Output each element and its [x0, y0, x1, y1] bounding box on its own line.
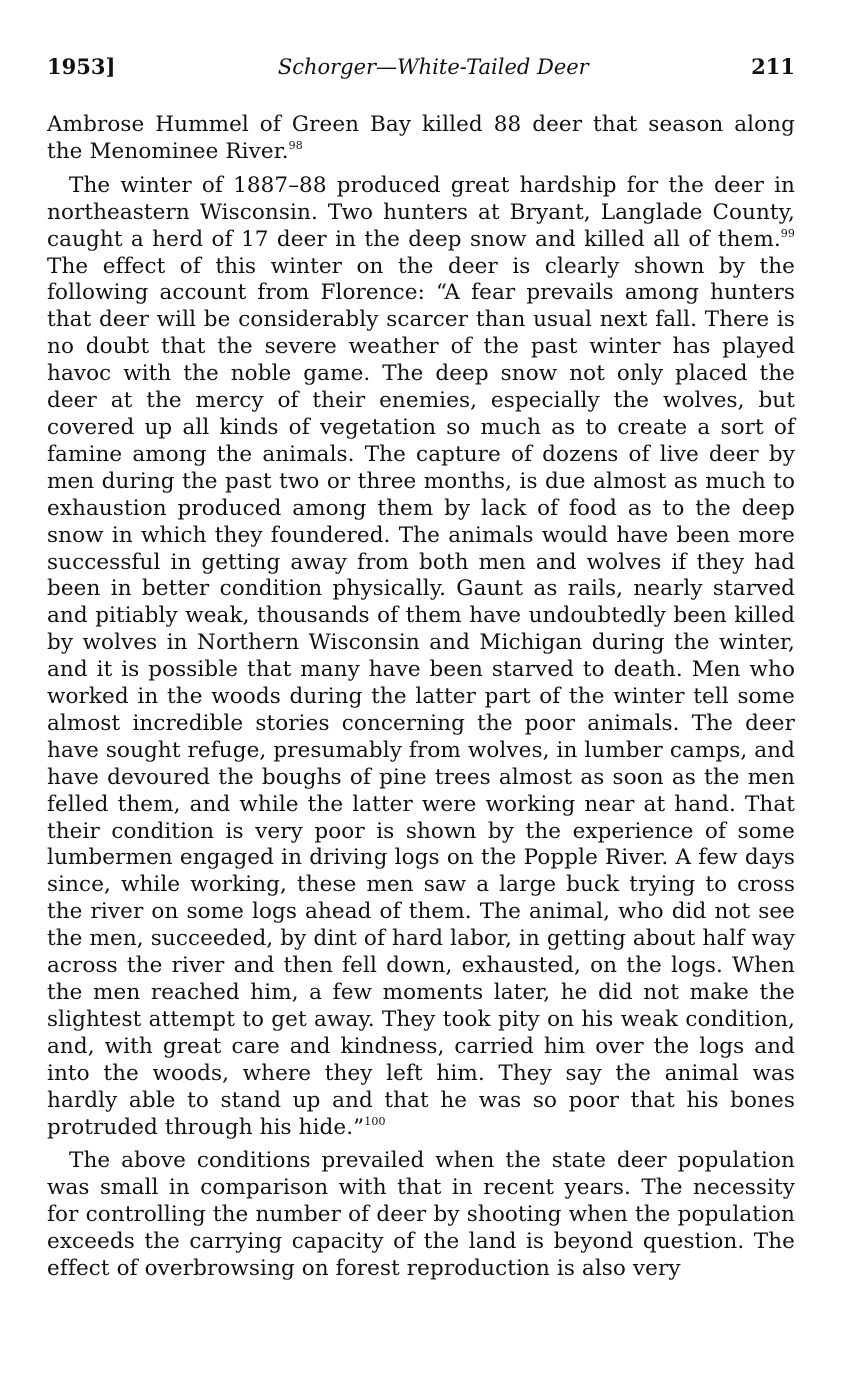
running-head: [47, 54, 795, 94]
paragraph-1-text: Ambrose Hummel of Green Bay killed 88 deer that season along the Menominee River.: [47, 112, 795, 164]
book-page: [47, 54, 795, 1290]
paragraph-3: [47, 1148, 795, 1283]
body-text: [47, 112, 795, 1283]
paragraph-2-text-a: The winter of 1887–88 produced great hardship for the deer in northeastern Wisconsin. Two hunters at Bryant, Langlade County, caught a herd of 17 deer in the deep snow and killed all of them.: [47, 172, 795, 252]
paragraph-2: [47, 173, 795, 1142]
paragraph-2-text-b: The effect of this winter on the deer is clearly shown by the following account from Florence: “A fear prevails among hunters that deer will be considerably scarcer than usual next fall. There is no doubt that the severe weather of the past winter has played havoc with the noble game. The deep snow not only placed the deer at the mercy of their enemies, especially the wolves, but covered up all kinds of vegetation so much as to create a sort of famine among the animals. The capture of dozens of live deer by men during the past two or three months, is due almost as much to exhaustion produced among them by lack of food as to the deep snow in which they foundered. The animals would have been more successful in getting away from both men and wolves if they had been in better condition physically. Gaunt as rails, nearly starved and pitiably weak, thousands of them have undoubtedly been killed by wolves in Northern Wisconsin and Michigan during the winter, and it is possible that many have been starved to death. Men who worked in the woods during the latter part of the winter tell some almost incredible stories concerning the poor animals. The deer have sought refuge, presumably from wolves, in lumber camps, and have devoured the boughs of pine trees almost as soon as the men felled them, and while the latter were working near at hand. That their condition is very poor is shown by the experience of some lumbermen engaged in driving logs on the Popple River. A few days since, while working, these men saw a large buck trying to cross the river on some logs ahead of them. The animal, who did not see the men, succeeded, by dint of hard labor, in getting about half way across the river and then fell down, exhausted, on the logs. When the men reached him, a few moments later, he did not make the slightest attempt to get away. They took pity on his weak condition, and, with great care and kindness, carried him over the logs and into the woods, where they left him. They say the animal was hardly able to stand up and that he was so poor that his bones protruded through his hide.”: [47, 253, 795, 1140]
footnote-ref-100: 100: [364, 1114, 386, 1128]
paragraph-3-text: The above conditions prevailed when the state deer population was small in comparison with that in recent years. The necessity for controlling the number of deer by shooting when the population exceeds the carrying capacity of the land is beyond question. The effect of overbrowsing on forest reproduction is also very: [47, 1148, 795, 1282]
header-year: 1953]: [47, 54, 116, 79]
footnote-ref-98: 98: [288, 138, 303, 152]
footnote-ref-99: 99: [780, 226, 795, 240]
header-title: Schorger—White-Tailed Deer: [277, 55, 589, 79]
paragraph-1: [47, 112, 795, 166]
page-number: 211: [751, 54, 795, 79]
